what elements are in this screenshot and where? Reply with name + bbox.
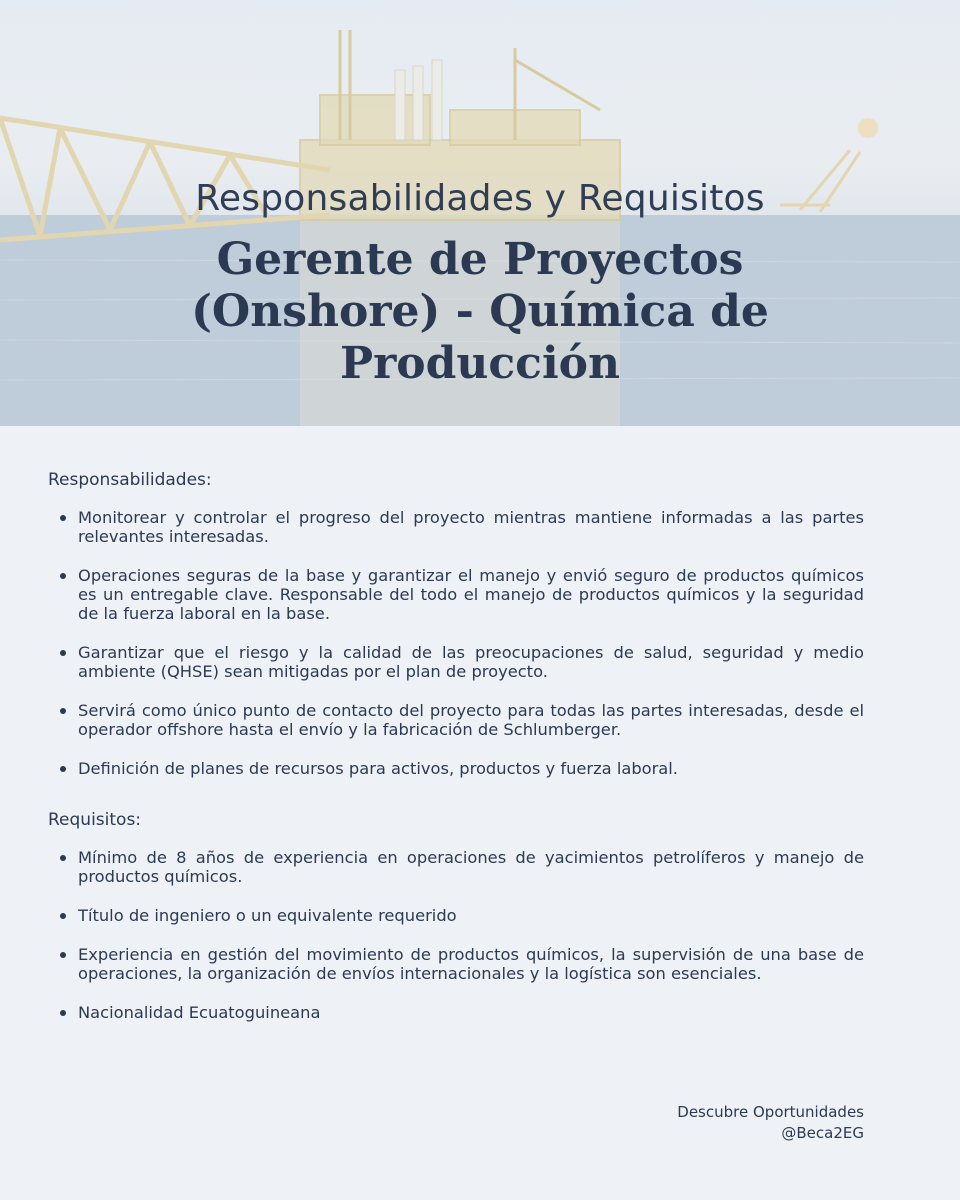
bullet-icon <box>60 515 66 521</box>
list-item-text: Operaciones seguras de la base y garantizar el manejo y envió seguro de productos químicos es un entregable clave. Responsable del todo el manejo de productos químicos y la seguridad de la fuerza laboral en la base. <box>78 566 864 623</box>
bullet-icon <box>60 573 66 579</box>
list-item-text: Experiencia en gestión del movimiento de productos químicos, la supervisión de una base de operaciones, la organización de envíos internacionales y la logística son esenciales. <box>78 945 864 983</box>
bullet-icon <box>60 855 66 861</box>
page-subtitle: Responsabilidades y Requisitos <box>195 178 765 219</box>
bullet-icon <box>60 1010 66 1016</box>
list-item <box>48 906 864 925</box>
footer <box>677 1102 864 1144</box>
footer-tagline: Descubre Oportunidades <box>677 1103 864 1121</box>
list-item-text: Garantizar que el riesgo y la calidad de las preocupaciones de salud, seguridad y medio ambiente (QHSE) sean mitigadas por el plan de proyecto. <box>78 643 864 681</box>
list-item-text: Título de ingeniero o un equivalente requerido <box>78 906 457 925</box>
list-item-text: Monitorear y controlar el progreso del proyecto mientras mantiene informadas a las partes relevantes interesadas. <box>78 508 864 546</box>
bullet-icon <box>60 650 66 656</box>
bullet-icon <box>60 952 66 958</box>
bullet-icon <box>60 708 66 714</box>
list-item-text: Nacionalidad Ecuatoguineana <box>78 1003 321 1022</box>
list-item <box>48 848 864 886</box>
responsibilities-list <box>48 508 864 778</box>
responsibilities-heading: Responsabilidades: <box>48 470 212 490</box>
list-item <box>48 508 864 546</box>
list-item <box>48 643 864 681</box>
bullet-icon <box>60 913 66 919</box>
list-item-text: Definición de planes de recursos para activos, productos y fuerza laboral. <box>78 759 678 778</box>
list-item-text: Mínimo de 8 años de experiencia en operaciones de yacimientos petrolíferos y manejo de productos químicos. <box>78 848 864 886</box>
requirements-list <box>48 848 864 1022</box>
list-item <box>48 566 864 623</box>
header-hero <box>0 0 960 426</box>
requirements-heading: Requisitos: <box>48 810 142 830</box>
page-title: Gerente de Proyectos (Onshore) - Química de Producción <box>191 234 769 389</box>
bullet-icon <box>60 766 66 772</box>
job-details <box>48 470 864 1042</box>
list-item <box>48 945 864 983</box>
social-handle: @Beca2EG <box>781 1124 864 1142</box>
list-item-text: Servirá como único punto de contacto del proyecto para todas las partes interesadas, desde el operador offshore hasta el envío y la fabricación de Schlumberger. <box>78 701 864 739</box>
list-item <box>48 701 864 739</box>
list-item <box>48 1003 864 1022</box>
list-item <box>48 759 864 778</box>
